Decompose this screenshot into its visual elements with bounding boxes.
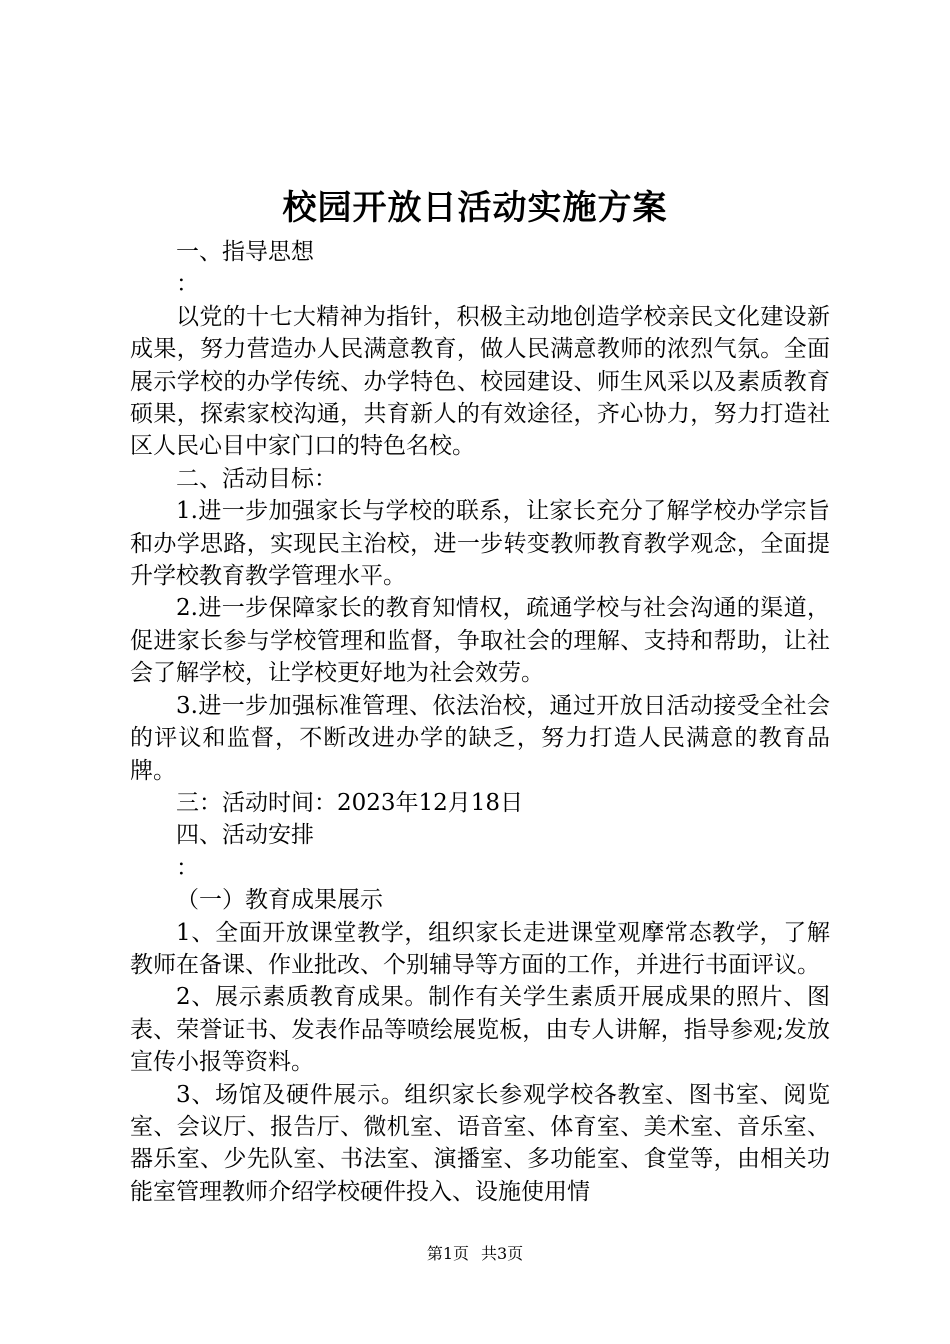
paragraph: 1.进一步加强家长与学校的联系，让家长充分了解学校办学宗旨和办学思路，实现民主治校，进一步转变教师教育教学观念，全面提升学校教育教学管理水平。: [130, 498, 830, 590]
section-heading-time: 三：活动时间：2023年12月18日: [176, 789, 524, 816]
paragraph: 1、全面开放课堂教学，组织家长走进课堂观摩常态教学，了解教师在备课、作业批改、个别辅导等方面的工作，并进行书面评议。: [130, 919, 830, 978]
paragraph: 以党的十七大精神为指针，积极主动地创造学校亲民文化建设新成果，努力营造办人民满意教育，做人民满意教师的浓烈气氛。全面展示学校的办学传统、办学特色、校园建设、师生风采以及素质教育硕果，探索家校沟通，共育新人的有效途径，齐心协力，努力打造社区人民心目中家门口的特色名校。: [130, 303, 830, 460]
colon-line: ：: [176, 271, 199, 298]
section-heading-arrangement: 四、活动安排: [176, 822, 314, 849]
section-heading-guiding-ideology: 一、指导思想: [176, 239, 314, 265]
page-number-total: 共3页: [481, 1244, 524, 1263]
paragraph: 2、展示素质教育成果。制作有关学生素质开展成果的照片、图表、荣誉证书、发表作品等喷绘展览板，由专人讲解，指导参观;发放宣传小报等资料。: [130, 984, 830, 1076]
paragraph: 3、场馆及硬件展示。组织家长参观学校各教室、图书室、阅览室、会议厅、报告厅、微机室、语音室、体育室、美术室、音乐室、器乐室、少先队室、书法室、演播室、多功能室、食堂等，由相关功能室管理教师介绍学校硬件投入、设施使用情: [130, 1081, 830, 1205]
subsection-heading: （一）教育成果展示: [176, 887, 383, 914]
colon-line: ：: [176, 854, 199, 881]
document-body: [130, 236, 830, 1208]
paragraph: 3.进一步加强标准管理、依法治校，通过开放日活动接受全社会的评议和监督，不断改进办学的缺乏，努力打造人民满意的教育品牌。: [130, 692, 830, 784]
page-number-current: 第1页: [426, 1244, 469, 1263]
page-footer: [0, 1242, 950, 1266]
section-heading-goals: 二、活动目标：: [176, 465, 337, 492]
document-title: 校园开放日活动实施方案: [282, 188, 668, 228]
paragraph: 2.进一步保障家长的教育知情权，疏通学校与社会沟通的渠道，促进家长参与学校管理和监督，争取社会的理解、支持和帮助，让社会了解学校，让学校更好地为社会效劳。: [130, 595, 830, 687]
